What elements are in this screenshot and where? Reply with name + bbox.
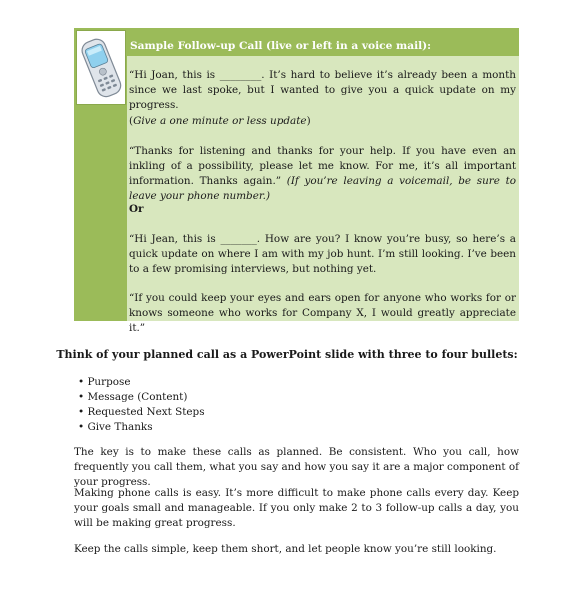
list-item: • Message (Content) bbox=[78, 390, 205, 405]
script-paragraph-2: (Give a one minute or less update) bbox=[129, 115, 311, 127]
sample-call-callout bbox=[74, 28, 519, 334]
body-paragraph-2: Making phone calls is easy. It’s more difficult to make phone calls every day. Keep your goals small and manageable. If you only make 2 to 3 follow-up calls a day, you will be making great progress. bbox=[74, 487, 519, 529]
section-heading: Think of your planned call as a PowerPoint slide with three to four bullets: bbox=[56, 348, 518, 361]
script-paragraph-4: “Hi Jean, this is _______. How are you? I know you’re busy, so here’s a quick update on where I am with my job hunt. I’m still looking. I’ve been to a few promising interviews, but nothing yet. bbox=[129, 233, 516, 275]
or-divider: Or bbox=[129, 203, 144, 215]
callout-sidebar bbox=[74, 28, 127, 321]
voicemail-note: (If you’re leaving a voicemail, be sure to leave your phone number.) bbox=[129, 175, 517, 202]
callout-body bbox=[127, 56, 519, 334]
body-paragraph-3: Keep the calls simple, keep them short, and let people know you’re still looking. bbox=[74, 543, 497, 555]
script-paragraph-1: “Hi Joan, this is ________. It’s hard to believe it’s already been a month since we last spoke, but I wanted to give you a quick update on my progress. bbox=[129, 69, 516, 111]
list-item: • Purpose bbox=[78, 375, 205, 390]
script-paragraph-3: “Thanks for listening and thanks for your help. If you have even an inkling of a possibility, please let me know. For me, it’s all important information. Thanks again.” (If you’re leaving a voicemail, be sure to leave your phone number.) bbox=[129, 145, 517, 202]
script-paragraph-5: “If you could keep your eyes and ears open for anyone who works for or knows someone who works for Company X, I would greatly appreciate it.” bbox=[129, 292, 516, 334]
body-paragraph-1: The key is to make these calls as planned. Be consistent. Who you call, how frequently you call them, what you say and how you say it are a major component of your progress. bbox=[74, 446, 519, 488]
callout-title-bar bbox=[127, 28, 519, 56]
list-item: • Give Thanks bbox=[78, 420, 205, 435]
list-item: • Requested Next Steps bbox=[78, 405, 205, 420]
update-note: Give a one minute or less update bbox=[133, 115, 307, 127]
callout-title: Sample Follow-up Call (live or left in a voice mail): bbox=[130, 40, 432, 52]
bullet-list bbox=[78, 375, 205, 435]
mobile-phone-icon bbox=[76, 30, 126, 105]
